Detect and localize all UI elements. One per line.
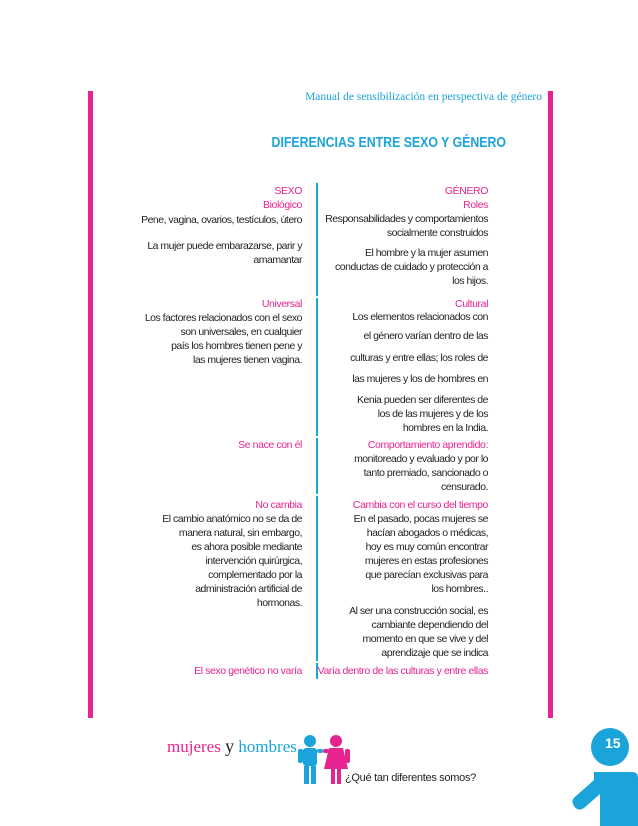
universal-text: son universales, en cualquier bbox=[180, 326, 302, 338]
universal-heading: Universal bbox=[261, 298, 302, 310]
roles-text: El hombre y la mujer asumen bbox=[364, 247, 488, 259]
biologico-text: La mujer puede embarazarse, parir y bbox=[147, 240, 302, 252]
roles-text: socialmente construidos bbox=[386, 227, 488, 239]
universal-text: Los factores relacionados con el sexo bbox=[144, 312, 302, 324]
no-cambia-text: administración artificial de bbox=[195, 583, 302, 595]
no-cambia-text: complementado por la bbox=[208, 569, 302, 581]
cultural-text: las mujeres y los de hombres en bbox=[352, 373, 488, 385]
varia-heading: Varía dentro de las culturas y entre ellas bbox=[317, 665, 488, 677]
roles-heading: Roles bbox=[463, 199, 488, 211]
cultural-text: Los elementos relacionados con bbox=[352, 311, 488, 323]
left-magenta-bar bbox=[88, 91, 93, 718]
cultural-text: hombres en la India. bbox=[402, 422, 488, 434]
no-cambia-text: manera natural, sin embargo, bbox=[178, 527, 302, 539]
page-title: DIFERENCIAS ENTRE SEXO Y GÉNERO bbox=[271, 135, 506, 151]
no-cambia-text: El cambio anatómico no se da de bbox=[162, 513, 302, 525]
aprendido-heading: Comportamiento aprendido: bbox=[367, 439, 488, 451]
page-number: 15 bbox=[605, 735, 621, 751]
right-magenta-bar bbox=[548, 91, 553, 718]
cambia-text: que parecían exclusivas para bbox=[365, 569, 488, 581]
column-divider bbox=[316, 496, 318, 661]
mujeres-y-hombres-logo bbox=[167, 736, 297, 757]
column-divider bbox=[316, 438, 318, 494]
genero-heading: GÉNERO bbox=[444, 185, 488, 197]
universal-text: país los hombres tienen pene y bbox=[171, 340, 302, 352]
cambia-heading: Cambia con el curso del tiempo bbox=[352, 499, 488, 511]
cambia-text: En el pasado, pocas mujeres se bbox=[353, 513, 488, 525]
social-text: aprendizaje que se indica bbox=[381, 647, 488, 659]
universal-text: las mujeres tienen vagina. bbox=[193, 354, 302, 366]
aprendido-text: monitoreado y evaluado y por lo bbox=[354, 453, 488, 465]
footer-question: ¿Qué tan diferentes somos? bbox=[345, 772, 476, 784]
cambia-text: mujeres en estas profesiones bbox=[364, 555, 488, 567]
roles-text: los hijos. bbox=[452, 275, 488, 287]
roles-text: conductas de cuidado y protección a bbox=[335, 261, 488, 273]
cambia-text: hoy es muy común encontrar bbox=[365, 541, 488, 553]
sexo-heading: SEXO bbox=[274, 185, 302, 197]
biologico-text: Pene, vagina, ovarios, testículos, útero bbox=[141, 214, 302, 226]
logo-hombres: hombres bbox=[238, 737, 297, 756]
nace-heading: Se nace con él bbox=[238, 439, 302, 451]
logo-y: y bbox=[225, 736, 235, 756]
cultural-text: los de las mujeres y de los bbox=[377, 408, 488, 420]
cultural-text: Kenia pueden ser diferentes de bbox=[357, 394, 488, 406]
no-cambia-text: intervención quirúrgica, bbox=[205, 555, 302, 567]
logo-mujeres: mujeres bbox=[167, 737, 221, 756]
social-text: momento en que se vive y del bbox=[362, 633, 488, 645]
biologico-text: amamantar bbox=[253, 254, 302, 266]
social-text: Al ser una construcción social, es bbox=[349, 605, 488, 617]
manual-header: Manual de sensibilización en perspectiva de género bbox=[305, 91, 542, 103]
person-icon bbox=[566, 724, 638, 826]
no-cambia-heading: No cambia bbox=[255, 499, 302, 511]
genetico-heading: El sexo genético no varía bbox=[194, 665, 302, 677]
aprendido-text: tanto premiado, sancionado o bbox=[363, 467, 488, 479]
cultural-text: culturas y entre ellas; los roles de bbox=[350, 352, 488, 364]
cambia-text: los hombres.. bbox=[431, 583, 488, 595]
no-cambia-text: es ahora posible mediante bbox=[191, 541, 302, 553]
roles-text: Responsabilidades y comportamientos bbox=[325, 213, 488, 225]
cultural-text: el género varían dentro de las bbox=[363, 330, 488, 342]
no-cambia-text: hormonas. bbox=[256, 597, 302, 609]
aprendido-text: censurado. bbox=[441, 481, 488, 493]
biologico-heading: Biológico bbox=[262, 199, 302, 211]
social-text: cambiante dependiendo del bbox=[371, 619, 488, 631]
cambia-text: hacían abogados o médicas, bbox=[366, 527, 488, 539]
cultural-heading: Cultural bbox=[455, 298, 488, 310]
boy-girl-icon bbox=[296, 733, 352, 789]
column-divider bbox=[316, 298, 318, 436]
column-divider bbox=[316, 183, 318, 296]
